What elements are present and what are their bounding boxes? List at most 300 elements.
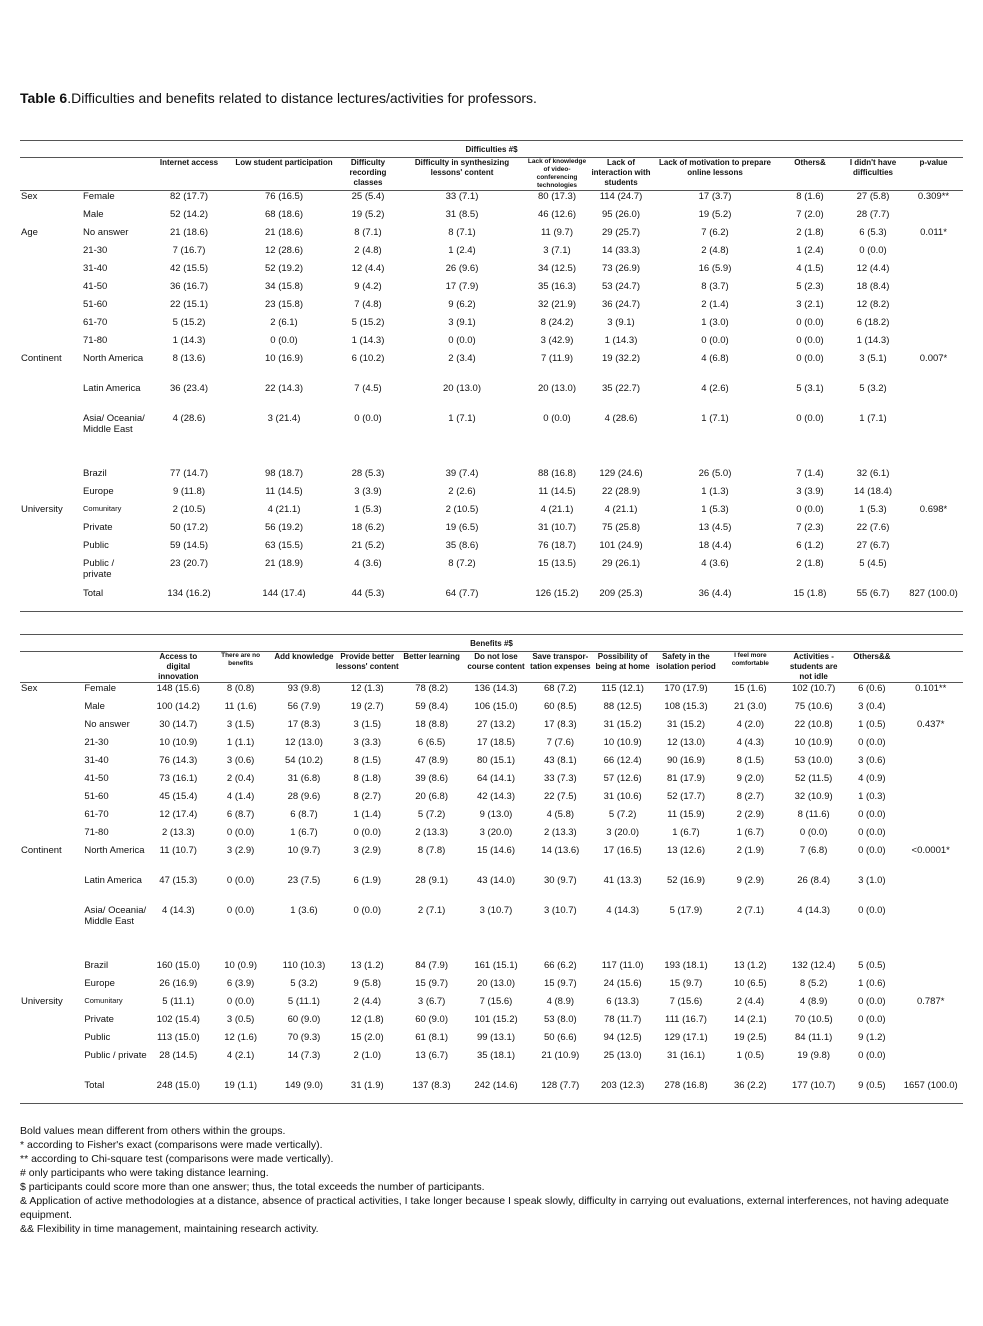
table-label: Table 6: [20, 90, 68, 106]
p-value-cell: 0.437*: [916, 718, 945, 730]
table-cell: 2 (13.3): [543, 826, 577, 838]
row-subcategory: Male: [83, 208, 104, 220]
row-subcategory: Total: [83, 1080, 148, 1104]
table-cell: 50 (6.6): [543, 1031, 577, 1043]
table-cell: 278 (16.8): [653, 1080, 718, 1104]
table-cell: 11 (10.7): [159, 844, 197, 856]
table-cell: 14 (33.3): [601, 244, 641, 256]
p-value-cell: [898, 737, 963, 755]
table-cell: 12 (13.0): [666, 736, 705, 748]
p-value-cell: [904, 540, 963, 558]
table-cell: 2 (10.5): [445, 503, 479, 515]
table-cell: 102 (15.4): [156, 1013, 200, 1025]
row-subcategory: Comunitary: [84, 995, 123, 1005]
table-cell: 8 (1.8): [353, 772, 382, 784]
table-cell: 18 (6.2): [351, 521, 385, 533]
table-cell: 5 (11.1): [287, 995, 320, 1007]
column-header: Better learning: [400, 652, 463, 683]
difficulties-table: [20, 140, 963, 612]
table-cell: 5 (15.2): [351, 316, 385, 328]
table-cell: 4 (1.4): [226, 790, 255, 802]
table-cell: 0 (0.0): [226, 826, 255, 838]
table-row: [20, 191, 963, 209]
table-cell: 101 (15.2): [474, 1013, 518, 1025]
table-cell: 248 (15.0): [149, 1080, 208, 1104]
table-cell: 57 (12.6): [603, 772, 642, 784]
row-category: [20, 299, 82, 317]
table-cell: 115 (12.1): [601, 683, 644, 694]
table-row: [20, 353, 963, 383]
row-subcategory: Private: [83, 521, 113, 533]
table-cell: 9 (2.0): [736, 772, 765, 784]
table-cell: 16 (5.9): [698, 262, 732, 274]
table-cell: 9 (1.2): [858, 1031, 886, 1043]
table-cell: 134 (16.2): [146, 588, 232, 612]
row-subcategory: 51-60: [84, 790, 109, 802]
table-cell: 54 (10.2): [284, 754, 323, 766]
table-cell: 7 (2.0): [796, 208, 824, 220]
table-cell: 2 (0.4): [226, 772, 255, 784]
table-cell: 14 (2.1): [733, 1013, 767, 1025]
table-cell: 76 (14.3): [159, 754, 198, 766]
table-cell: 52 (16.9): [666, 874, 705, 886]
table-cell: 12 (1.3): [350, 683, 384, 694]
table-cell: 10 (10.9): [603, 736, 642, 748]
table-cell: 4 (2.1): [226, 1049, 255, 1061]
p-value-cell: [898, 905, 963, 960]
row-category: [20, 827, 83, 845]
table-cell: 8 (1.5): [353, 754, 382, 766]
table-cell: 10 (6.5): [733, 977, 767, 989]
table-row: [20, 875, 963, 905]
table-cell: 170 (17.9): [664, 683, 708, 694]
table-cell: 14 (13.6): [541, 844, 580, 856]
table-cell: 6 (0.6): [858, 683, 886, 694]
row-category: [20, 1050, 83, 1080]
row-category: [20, 755, 83, 773]
row-subcategory: 61-70: [84, 808, 109, 820]
row-category: Sex: [21, 683, 38, 694]
table-cell: 14 (7.3): [287, 1049, 321, 1061]
p-value-cell: [898, 755, 963, 773]
table-cell: 22 (7.6): [856, 521, 890, 533]
p-value-cell: [904, 299, 963, 317]
table-cell: 50 (17.2): [169, 521, 209, 533]
table-caption: [20, 90, 537, 106]
table-cell: 21 (5.2): [351, 539, 385, 551]
table-cell: 9 (4.2): [354, 280, 382, 292]
table-cell: 2 (3.4): [448, 352, 476, 364]
column-header: Activities - students are not idle: [782, 652, 845, 683]
p-value-cell: 0.787*: [916, 995, 945, 1007]
table-cell: 36 (2.2): [719, 1080, 782, 1104]
table-cell: 19 (5.2): [351, 208, 385, 220]
column-header: Low student participation: [232, 158, 336, 191]
table-cell: 32 (6.1): [856, 467, 890, 479]
table-cell: 8 (11.6): [797, 808, 830, 820]
footnote: && Flexibility in time management, maintaining research activity.: [20, 1223, 319, 1235]
table-cell: 20 (13.0): [476, 977, 515, 989]
table-cell: 7 (15.6): [669, 995, 703, 1007]
table-cell: 15 (2.0): [350, 1031, 384, 1043]
row-category: Continent: [21, 352, 62, 364]
p-value-cell: [904, 209, 963, 227]
table-cell: 12 (13.0): [284, 736, 323, 748]
p-value-cell: [904, 263, 963, 281]
table-cell: 80 (15.1): [476, 754, 515, 766]
row-subcategory: North America: [84, 844, 145, 856]
table-cell: 76 (18.7): [537, 539, 577, 551]
p-value-cell: [898, 978, 963, 996]
p-value-cell: [898, 960, 963, 978]
table-cell: 106 (15.0): [474, 700, 518, 712]
footnote: # only participants who were taking distance learning.: [20, 1167, 269, 1179]
table-cell: 23 (20.7): [169, 557, 209, 569]
header-spacer: [20, 158, 82, 191]
table-row: [20, 281, 963, 299]
column-header: Add knowledge: [273, 652, 334, 683]
table-cell: 18 (8.4): [856, 280, 890, 292]
table-cell: 4 (14.3): [797, 904, 831, 916]
table-cell: 2 (1.9): [736, 844, 765, 856]
column-header: Access to digital innovation: [149, 652, 208, 683]
table-cell: 53 (24.7): [601, 280, 641, 292]
table-cell: 1 (1.1): [226, 736, 255, 748]
table-cell: 1 (1.3): [701, 485, 729, 497]
table-cell: 4 (14.3): [161, 904, 195, 916]
table-cell: 22 (15.1): [169, 298, 209, 310]
table-cell: 22 (28.9): [601, 485, 641, 497]
table-cell: 5 (11.1): [162, 995, 195, 1007]
p-value-cell: <0.0001*: [911, 844, 950, 856]
table-cell: 11 (1.6): [224, 700, 257, 712]
table-row: [20, 809, 963, 827]
table-cell: 15 (9.7): [415, 977, 448, 989]
p-value-cell: [904, 245, 963, 263]
p-value-cell: [898, 791, 963, 809]
table-cell: 0 (0.0): [701, 334, 729, 346]
table-cell: 3 (3.9): [796, 485, 824, 497]
table-cell: 1 (3.6): [290, 904, 318, 916]
table-cell: 8 (2.7): [353, 790, 382, 802]
table-row: [20, 683, 963, 701]
table-cell: 242 (14.6): [463, 1080, 528, 1104]
table-row: [20, 299, 963, 317]
table-cell: 129 (17.1): [664, 1031, 708, 1043]
table-cell: 19 (2.7): [350, 700, 384, 712]
table-cell: 13 (1.2): [733, 959, 767, 971]
table-cell: 17 (8.3): [287, 718, 321, 730]
table-cell: 6 (13.3): [606, 995, 640, 1007]
table-cell: 1 (5.3): [354, 503, 382, 515]
column-header: I didn't have difficulties: [842, 158, 904, 191]
row-category: [20, 737, 83, 755]
table-cell: 19 (1.1): [208, 1080, 273, 1104]
table-cell: 39 (7.4): [445, 467, 479, 479]
table-cell: 1 (0.3): [858, 790, 886, 802]
column-header: Safety in the isolation period: [653, 652, 718, 683]
table-cell: 4 (1.5): [796, 262, 824, 274]
row-subcategory: Female: [84, 683, 117, 694]
row-subcategory: Male: [84, 700, 105, 712]
table-cell: 68 (18.6): [264, 208, 304, 220]
table-row: [20, 468, 963, 486]
column-header: Provide better lessons' content: [335, 652, 400, 683]
table-cell: 7 (2.3): [796, 521, 824, 533]
table-cell: 0 (0.0): [354, 412, 382, 424]
p-value-cell: [904, 468, 963, 486]
table-cell: 21 (3.0): [733, 700, 767, 712]
table-cell: 2 (1.0): [353, 1049, 382, 1061]
table-cell: 59 (8.4): [415, 700, 448, 712]
table-cell: 3 (2.9): [226, 844, 255, 856]
row-subcategory: 41-50: [84, 772, 109, 784]
table-cell: 13 (12.6): [666, 844, 705, 856]
table-row: [20, 1080, 963, 1104]
table-cell: 4 (21.1): [604, 503, 638, 515]
table-row: [20, 540, 963, 558]
table-row: [20, 1050, 963, 1080]
table-cell: 17 (3.7): [698, 191, 732, 202]
table-cell: 9 (11.8): [172, 485, 206, 497]
table-cell: 1 (6.7): [290, 826, 318, 838]
table-cell: 2 (4.4): [353, 995, 382, 1007]
table-cell: 111 (16.7): [665, 1013, 707, 1025]
table-cell: 4 (8.9): [799, 995, 828, 1007]
table-cell: 9 (0.5): [845, 1080, 898, 1104]
table-cell: 31 (15.2): [603, 718, 642, 730]
table-cell: 17 (7.9): [445, 280, 479, 292]
table-cell: 73 (26.9): [601, 262, 641, 274]
table-row: [20, 719, 963, 737]
table-cell: 12 (4.4): [856, 262, 890, 274]
table-row: [20, 701, 963, 719]
table-cell: 10 (0.9): [224, 959, 257, 971]
table-cell: 42 (15.5): [169, 262, 209, 274]
row-subcategory: Public: [84, 1031, 111, 1043]
table-cell: 0 (0.0): [859, 244, 887, 256]
table-cell: 68 (7.2): [543, 683, 577, 694]
table-cell: 44 (5.3): [336, 588, 400, 612]
table-cell: 5 (2.3): [796, 280, 824, 292]
table-cell: 5 (3.2): [290, 977, 318, 989]
row-subcategory: 71-80: [83, 334, 108, 346]
table-cell: 13 (6.7): [415, 1049, 448, 1061]
table-cell: 0 (0.0): [858, 1013, 886, 1025]
row-subcategory: Comunitary: [83, 503, 122, 513]
table-cell: 8 (7.8): [417, 844, 446, 856]
table-cell: 2 (13.3): [415, 826, 448, 838]
p-value-cell: [904, 558, 963, 588]
table-cell: 21 (18.6): [264, 226, 304, 238]
footnote: * according to Fisher's exact (comparisons were made vertically).: [20, 1139, 323, 1151]
table-row: [20, 558, 963, 588]
table-cell: 75 (25.8): [601, 521, 641, 533]
table-cell: 10 (10.9): [159, 736, 198, 748]
table-cell: 101 (24.9): [599, 539, 643, 551]
caption-text: .Difficulties and benefits related to distance lectures/activities for professors.: [67, 90, 537, 106]
table-cell: 98 (18.7): [264, 467, 304, 479]
column-header: Save transpor-tation expenses: [529, 652, 592, 683]
table-cell: 6 (5.3): [859, 226, 887, 238]
row-subcategory: 31-40: [84, 754, 109, 766]
table-cell: 23 (7.5): [287, 874, 321, 886]
table-row: [20, 960, 963, 978]
table-cell: 4 (28.6): [172, 412, 206, 424]
table-cell: 70 (9.3): [287, 1031, 321, 1043]
table-cell: 27 (5.8): [856, 191, 890, 202]
table-cell: 82 (17.7): [169, 191, 209, 202]
table-row: [20, 209, 963, 227]
row-subcategory: No answer: [84, 718, 130, 730]
table-row: [20, 383, 963, 413]
row-category: [20, 875, 83, 905]
column-header: Difficulty recording classes: [336, 158, 400, 191]
table-cell: 3 (7.1): [543, 244, 571, 256]
table-row: [20, 522, 963, 540]
table-cell: 8 (1.5): [736, 754, 765, 766]
table-cell: 43 (8.1): [543, 754, 577, 766]
p-value-cell: [898, 809, 963, 827]
p-value-cell: 0.011*: [920, 226, 947, 238]
row-category: [20, 413, 82, 468]
table-cell: 4 (5.8): [546, 808, 575, 820]
table-cell: 7 (16.7): [172, 244, 206, 256]
row-subcategory: 61-70: [83, 316, 108, 328]
table-cell: 3 (1.5): [353, 718, 382, 730]
table-cell: 1 (6.7): [736, 826, 765, 838]
table-cell: 3 (9.1): [448, 316, 476, 328]
table-cell: 3 (21.4): [267, 412, 301, 424]
table-cell: 0 (0.0): [796, 412, 824, 424]
table-cell: 2 (4.8): [354, 244, 382, 256]
table-cell: 8 (5.2): [799, 977, 828, 989]
table-cell: 8 (13.6): [172, 352, 206, 364]
table-cell: 84 (11.1): [794, 1031, 833, 1043]
table-cell: 36 (16.7): [169, 280, 209, 292]
table-cell: 31 (8.5): [445, 208, 479, 220]
table-cell: 128 (7.7): [529, 1080, 592, 1104]
table-cell: 3 (20.0): [606, 826, 640, 838]
table-cell: 3 (3.3): [353, 736, 382, 748]
table-cell: 28 (7.7): [856, 208, 890, 220]
table-row: [20, 227, 963, 245]
p-value-cell: [898, 1050, 963, 1080]
footnote: Bold values mean different from others within the groups.: [20, 1125, 286, 1137]
table-cell: 5 (4.5): [859, 557, 887, 569]
table-cell: 2 (4.8): [701, 244, 729, 256]
table-cell: 56 (19.2): [264, 521, 304, 533]
table-cell: 129 (24.6): [599, 467, 643, 479]
table-cell: 6 (18.2): [856, 316, 890, 328]
table-cell: 7 (4.5): [354, 382, 382, 394]
table-cell: 6 (8.7): [226, 808, 255, 820]
table-cell: 26 (5.0): [698, 467, 732, 479]
table-cell: 19 (2.5): [733, 1031, 767, 1043]
table-cell: 108 (15.3): [664, 700, 708, 712]
column-header: Do not lose course content: [463, 652, 528, 683]
table-cell: 22 (10.8): [794, 718, 833, 730]
table-cell: 52 (19.2): [264, 262, 304, 274]
table-cell: 8 (2.7): [736, 790, 765, 802]
table-cell: 11 (14.5): [265, 485, 303, 497]
table-cell: 6 (1.2): [796, 539, 824, 551]
table-cell: 80 (17.3): [537, 191, 577, 202]
table-cell: 88 (12.5): [603, 700, 642, 712]
table-cell: 1 (14.3): [351, 334, 385, 346]
table-cell: 35 (8.6): [445, 539, 479, 551]
table-cell: 21 (10.9): [541, 1049, 580, 1061]
row-category: [20, 701, 83, 719]
table-cell: 3 (2.9): [353, 844, 382, 856]
table-cell: 23 (15.8): [264, 298, 304, 310]
table-cell: 18 (8.8): [415, 718, 448, 730]
table-cell: 10 (9.7): [287, 844, 321, 856]
p-value-cell: [898, 827, 963, 845]
table-cell: 8 (7.1): [448, 226, 476, 238]
table-cell: 10 (10.9): [794, 736, 833, 748]
table-row: [20, 905, 963, 960]
table-cell: 148 (15.6): [156, 683, 200, 694]
row-category: Age: [21, 226, 38, 238]
table-row: [20, 737, 963, 755]
table-cell: 4 (21.1): [540, 503, 574, 515]
table-cell: 100 (14.2): [156, 700, 200, 712]
table-cell: 1 (14.3): [172, 334, 206, 346]
table-cell: 3 (3.9): [354, 485, 382, 497]
p-value-cell: [898, 1014, 963, 1032]
table-cell: 6 (1.9): [353, 874, 382, 886]
table-cell: 4 (3.6): [354, 557, 382, 569]
table-cell: 17 (18.5): [476, 736, 515, 748]
table-cell: 137 (8.3): [400, 1080, 463, 1104]
table-cell: 1 (6.7): [672, 826, 700, 838]
table-cell: 59 (14.5): [169, 539, 209, 551]
table-row: [20, 588, 963, 612]
column-header: I feel more comfortable: [719, 652, 782, 683]
table-row: [20, 486, 963, 504]
row-category: [20, 719, 83, 737]
table-cell: 35 (18.1): [476, 1049, 515, 1061]
table-cell: 1 (7.1): [701, 412, 729, 424]
table-cell: 78 (11.7): [603, 1013, 642, 1025]
table-cell: 3 (20.0): [479, 826, 513, 838]
table-cell: 88 (16.8): [537, 467, 577, 479]
table-cell: 9 (13.0): [479, 808, 513, 820]
table-cell: 41 (13.3): [603, 874, 642, 886]
p-value-cell: 0.309**: [917, 191, 950, 202]
table-cell: 20 (13.0): [442, 382, 482, 394]
table-cell: 28 (5.3): [351, 467, 385, 479]
row-category: [20, 978, 83, 996]
table-cell: 39 (8.6): [415, 772, 448, 784]
table-cell: 5 (7.2): [608, 808, 637, 820]
table-cell: 8 (24.2): [540, 316, 574, 328]
table-row: [20, 773, 963, 791]
table-cell: 2 (1.8): [796, 557, 824, 569]
table-cell: 9 (5.8): [353, 977, 382, 989]
table-cell: 2 (2.9): [736, 808, 765, 820]
table-cell: 53 (10.0): [794, 754, 833, 766]
table-cell: 6 (8.7): [290, 808, 318, 820]
table-cell: 60 (9.0): [287, 1013, 321, 1025]
table-cell: 22 (7.5): [543, 790, 577, 802]
table-cell: 11 (9.7): [540, 226, 574, 238]
row-subcategory: No answer: [83, 226, 129, 238]
table-cell: 0 (0.0): [353, 826, 382, 838]
table-cell: 15 (1.6): [733, 683, 767, 694]
table-cell: 18 (4.4): [698, 539, 732, 551]
